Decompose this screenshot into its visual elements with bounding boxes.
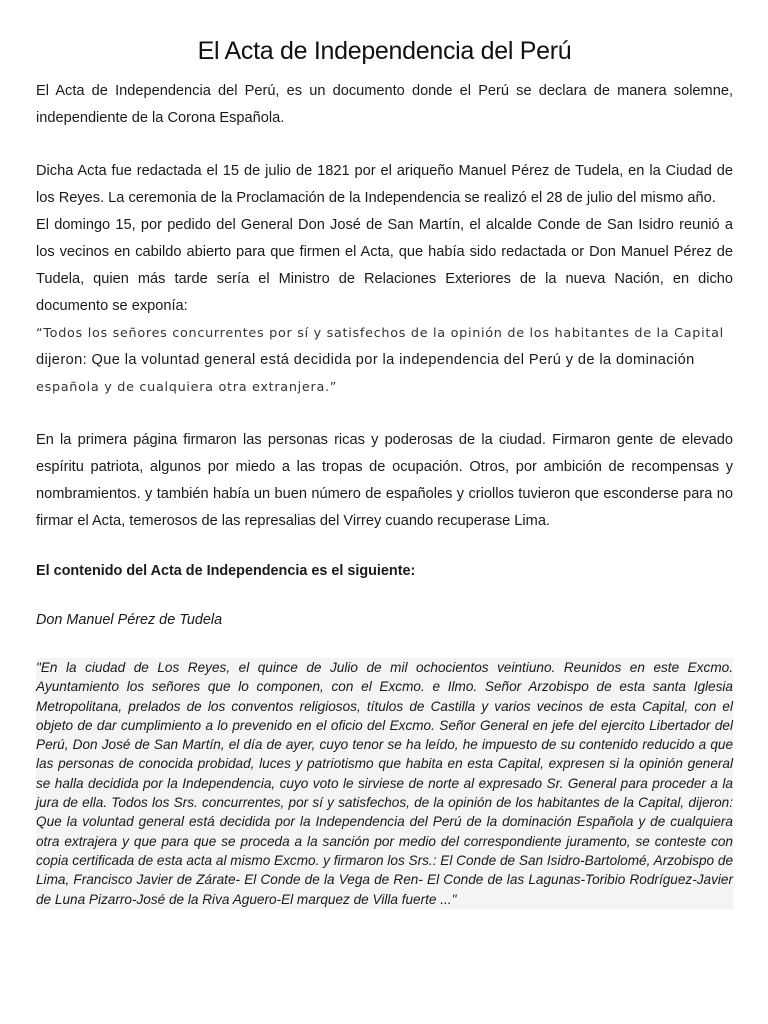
acta-text: "En la ciudad de Los Reyes, el quince de Julio de mil ochocientos veintiuno. Reunidos en este Excmo. Ayuntamiento los señores que lo componen, con el Excmo. e Ilmo. Señor Arzobispo de esta santa Iglesia Metropolitana, prelados de los conventos religiosos, títulos de Castilla y varios vecinos de esta Capital, con el objeto de dar cumplimiento a lo prevenido en el oficio del Excmo. Señor General en jefe del ejercito Libertador del Perú, Don José de San Martín, el día de ayer, cuyo tenor se ha leído, he impuesto de su contenido reducido a que las personas de conocida probidad, luces y patriotismo que habita en esta Capital, expresen si la opinión general se halla decidida por la Independencia, cuyo voto le sirviese de norte al expresado Sr. General para proceder a la jura de ella. Todos los Srs. concurrentes, por sí y satisfechos, de la opinión de los habitantes de la Capital, dijeron: Que la voluntad general está decidida por la Independencia del Perú de la dominación Española y de cualquiera otra extrajera y que para que se proceda a la sanción por medio del correspondiente juramento, se conteste con copia certificada de esta acta al mismo Excmo. y firmaron los Srs.: El Conde de San Isidro-Bartolomé, Arzobispo de Lima, Francisco Javier de Zárate- El Conde de la Vega de Ren- El Conde de las Lagunas-Toribio Rodríguez-Javier de Luna Pizarro-José de la Riva Aguero-El marquez de Villa fuerte ..."	[36, 658, 733, 909]
intro-paragraph: El Acta de Independencia del Perú, es un documento donde el Perú se declara de manera solemne, independiente de la Corona Española.	[36, 83, 733, 126]
cabildo-paragraph: El domingo 15, por pedido del General Don José de San Martín, el alcalde Conde de San Isidro reunió a los vecinos en cabildo abierto para que firmen el Acta, que había sido redactada or Don Manuel Pérez de Tudela, quien más tarde sería el Ministro de Relaciones Exteriores de la nueva Nación, en dicho documento se exponía:	[36, 217, 733, 314]
quote-line-3: española y de cualquiera otra extranjera.”	[36, 380, 338, 395]
content-heading: El contenido del Acta de Independencia es el siguiente:	[36, 563, 416, 579]
document-page	[36, 0, 733, 909]
author-name: Don Manuel Pérez de Tudela	[36, 612, 223, 628]
drafting-paragraph: Dicha Acta fue redactada el 15 de julio de 1821 por el ariqueño Manuel Pérez de Tudela, en la Ciudad de los Reyes. La ceremonia de la Proclamación de la Independencia se realizó el 28 de julio del mismo año.	[36, 163, 733, 206]
document-title: El Acta de Independencia del Perú	[197, 37, 572, 65]
signers-paragraph: En la primera página firmaron las personas ricas y poderosas de la ciudad. Firmaron gente de elevado espíritu patriota, algunos por miedo a las tropas de ocupación. Otros, por ambición de recompensas y nombramientos. y también había un buen número de españoles y criollos tuvieron que esconderse para no firmar el Acta, temerosos de las represalias del Virrey cuando recuperase Lima.	[36, 432, 733, 529]
quote-line-1: “Todos los señores concurrentes por sí y satisfechos de la opinión de los habitantes de la Capital	[36, 326, 724, 341]
quote-line-2: dijeron: Que la voluntad general está decidida por la independencia del Perú y de la dominación	[36, 352, 695, 368]
declaration-quote	[36, 320, 733, 401]
